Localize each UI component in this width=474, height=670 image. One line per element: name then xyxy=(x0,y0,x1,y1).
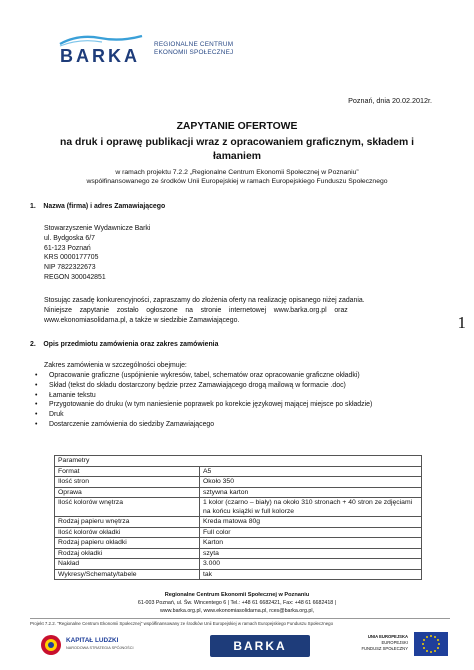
barka-logo xyxy=(58,32,236,70)
list-item: • Skład (tekst do składu dostarczony będzie przez Zamawiającego drogą mailową w formacie .doc) xyxy=(35,381,455,391)
param-value: A5 xyxy=(200,466,422,477)
section1-para2-line1: Niniejsze zapytanie zostało ogłoszone na stronie internetowej www.barka.org.pl oraz xyxy=(44,307,348,314)
footer-divider xyxy=(30,618,450,619)
address-line: KRS 0000177705 xyxy=(44,254,99,262)
param-name: Rodzaj papieru wnętrza xyxy=(55,517,200,528)
table-row xyxy=(55,517,422,528)
table-header: Parametry xyxy=(55,456,422,467)
footer-org: Regionalne Centrum Ekonomii Społecznej w Poznaniu xyxy=(164,592,310,598)
subtitle-line2: współfinansowanego ze środków Unii Europejskiej w ramach Europejskiego Funduszu Społecznego xyxy=(86,178,388,185)
table-row xyxy=(55,527,422,538)
eu-logo xyxy=(360,631,450,659)
section2-intro: Zakres zamówienia w szczególności obejmuje: xyxy=(44,362,187,369)
param-name: Rodzaj okładki xyxy=(55,548,200,559)
param-name: Wykresy/Schematy/tabele xyxy=(55,569,200,580)
list-item: • Przygotowanie do druku (w tym naniesienie poprawek po korekcie językowej mającej miejsce po składzie) xyxy=(35,400,455,410)
param-name: Ilość kolorów wnętrza xyxy=(55,498,200,517)
list-item: • Łamanie tekstu xyxy=(35,391,455,401)
section1-heading: 1. Nazwa (firma) i adres Zamawiającego xyxy=(30,203,166,210)
table-row xyxy=(55,538,422,549)
document-date: Poznań, dnia 20.02.2012r. xyxy=(348,96,432,105)
parameters-table xyxy=(54,455,422,580)
param-value: 3.000 xyxy=(200,559,422,570)
param-name: Rodzaj papieru okładki xyxy=(55,538,200,549)
param-name: Ilość stron xyxy=(55,477,200,488)
document-title-line2: na druk i oprawę publikacji wraz z opracowaniem graficznym, składem i łamaniem xyxy=(60,137,414,162)
document-title: ZAPYTANIE OFERTOWE xyxy=(176,121,298,132)
kapital-ludzki-title: KAPITAŁ LUDZKI xyxy=(66,637,119,644)
kapital-ludzki-sub: NARODOWA STRATEGIA SPÓJNOŚCI xyxy=(66,646,134,650)
list-item: • Opracowanie graficzne (uspójnienie wykresów, tabel, schematów oraz opracowanie graficzne okładki) xyxy=(35,371,455,381)
page-number: 1 xyxy=(457,313,466,332)
ue-line1: UNIA EUROPEJSKA xyxy=(367,634,408,639)
address-line: REGON 300042851 xyxy=(44,273,106,281)
footer-web: www.barka.org.pl, www.ekonomiasolidarna.pl, rces@barka.org.pl, xyxy=(159,607,315,614)
table-row xyxy=(55,548,422,559)
ue-line3: FUNDUSZ SPOŁECZNY xyxy=(361,646,408,651)
table-row xyxy=(55,498,422,517)
param-value: Karton xyxy=(200,538,422,549)
table-row xyxy=(55,559,422,570)
address-line: NIP 7822322673 xyxy=(44,264,96,272)
param-name: Nakład xyxy=(55,559,200,570)
param-value: Full color xyxy=(200,527,422,538)
table-row xyxy=(55,487,422,498)
ue-line2: EUROPEJSKI xyxy=(381,640,408,645)
address-line: ul. Bydgoska 6/7 xyxy=(44,234,95,242)
section1-para2-line2: www.ekonomiasolidarna.pl, a także w siedzibie Zamawiającego. xyxy=(44,317,240,324)
param-value: 1 kolor (czarno – biały) na około 310 stronach + 40 stron ze zdjęciami na końcu książki w full kolorze xyxy=(200,498,422,517)
zamawiajacy-address xyxy=(44,224,150,283)
subtitle-line1: w ramach projektu 7.2.2 „Regionalne Centrum Ekonomii Społecznej w Poznaniu” xyxy=(115,169,359,176)
table-row xyxy=(55,569,422,580)
param-name: Ilość kolorów okładki xyxy=(55,527,200,538)
list-item: • Druk xyxy=(35,410,455,420)
barka-logo-text: BARKA xyxy=(60,46,140,66)
list-item: • Dostarczenie zamówienia do siedziby Zamawiającego xyxy=(35,420,455,430)
address-line: 61-123 Poznań xyxy=(44,244,91,252)
brand-sub-line1: REGIONALNE CENTRUM xyxy=(154,41,234,48)
kapital-ludzki-icon xyxy=(40,634,62,656)
address-line: Stowarzyszenie Wydawnicze Barki xyxy=(44,225,151,232)
barka-footer-logo: BARKA xyxy=(210,635,310,657)
section1-para1: Stosując zasadę konkurencyjności, zapraszamy do złożenia oferty na realizację opisanego niżej zadania. xyxy=(44,297,365,304)
param-value: sztywna karton xyxy=(200,487,422,498)
funding-logos xyxy=(30,629,450,661)
kapital-ludzki-logo xyxy=(40,633,140,657)
table-row xyxy=(55,466,422,477)
eu-flag-icon xyxy=(414,632,448,656)
footer-project: Projekt 7.2.2. "Regionalne Centrum Ekonomii Społecznej" współfinansowany ze środków Unii Europejskiej w ramach Europejskiego Funduszu Społecznego xyxy=(30,621,334,626)
barka-logo-mark xyxy=(58,32,144,70)
brand-sub-line2: EKONOMII SPOŁECZNEJ xyxy=(154,49,234,56)
table-row xyxy=(55,477,422,488)
param-value: Kreda matowa 80g xyxy=(200,517,422,528)
param-value: szyta xyxy=(200,548,422,559)
scope-list xyxy=(35,371,455,430)
param-name: Format xyxy=(55,466,200,477)
param-name: Oprawa xyxy=(55,487,200,498)
table-header-row xyxy=(55,456,422,467)
section2-heading: 2. Opis przedmiotu zamówienia oraz zakres zamówienia xyxy=(30,341,219,348)
footer-address: 61-003 Poznań, ul. Św. Wincentego 6 | Tel.: +48 61 6682421, Fax: +48 61 6682418 | xyxy=(137,600,337,606)
footer-contact xyxy=(0,600,474,615)
param-value: Około 350 xyxy=(200,477,422,488)
param-value: tak xyxy=(200,569,422,580)
